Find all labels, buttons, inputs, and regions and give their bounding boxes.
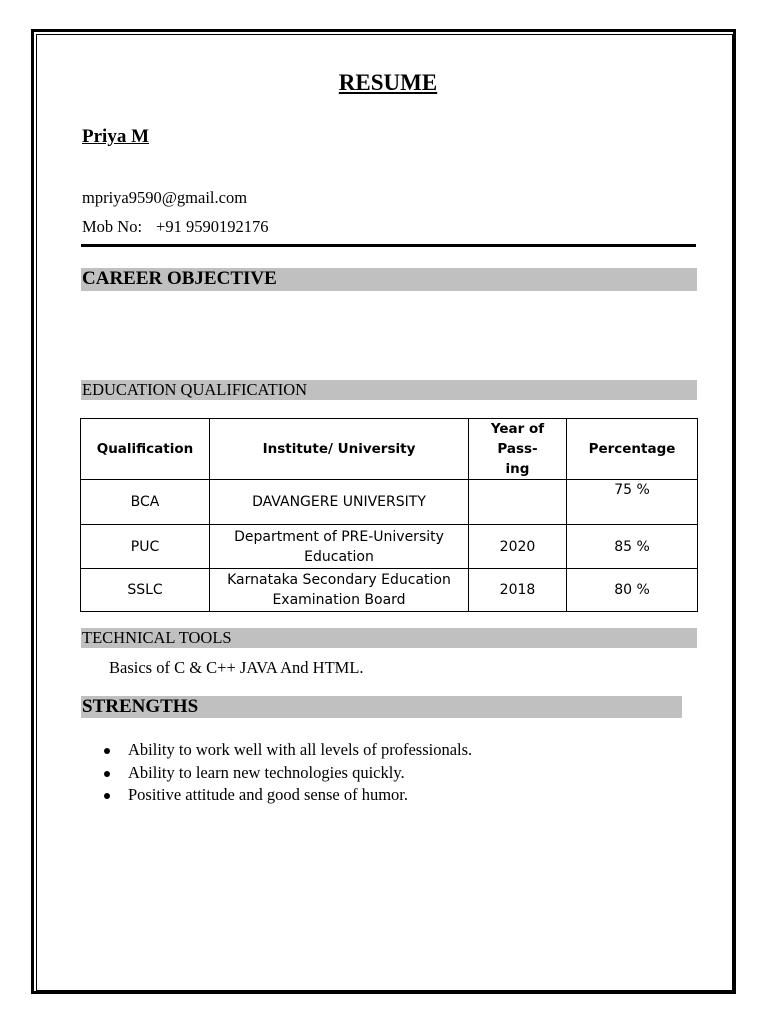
header-institute: Institute/ University	[210, 419, 469, 480]
cell-year	[469, 480, 567, 525]
cell-qualification: SSLC	[81, 569, 210, 612]
bullet-icon	[104, 748, 110, 754]
email-address: mpriya9590@gmail.com	[82, 188, 248, 207]
strength-text: Positive attitude and good sense of humor.	[128, 785, 409, 804]
cell-institute: Department of PRE-University Education	[210, 525, 469, 569]
bullet-icon	[104, 771, 110, 777]
technical-tools-heading: TECHNICAL TOOLS	[82, 628, 232, 647]
header-divider	[81, 244, 696, 247]
career-objective-header	[81, 268, 697, 291]
phone-line	[82, 217, 268, 237]
mobile-number: +91 9590192176	[156, 217, 269, 236]
header-percentage: Percentage	[567, 419, 698, 480]
table-row	[81, 480, 698, 525]
list-item	[100, 785, 472, 808]
cell-year: 2018	[469, 569, 567, 612]
education-heading: EDUCATION QUALIFICATION	[82, 380, 308, 399]
cell-qualification: PUC	[81, 525, 210, 569]
header-qualification: Qualification	[81, 419, 210, 480]
education-header	[81, 380, 697, 400]
cell-institute: DAVANGERE UNIVERSITY	[210, 480, 469, 525]
strength-text: Ability to learn new technologies quickly.	[128, 762, 405, 782]
cell-institute: Karnataka Secondary Education Examination Board	[210, 569, 469, 612]
cell-percentage: 75 %	[567, 480, 698, 525]
education-table	[80, 418, 698, 612]
table-row	[81, 569, 698, 612]
table-row	[81, 525, 698, 569]
mobile-label: Mob No:	[82, 217, 143, 236]
bullet-icon	[104, 793, 110, 799]
strengths-heading: STRENGTHS	[82, 696, 199, 717]
resume-title: RESUME	[338, 70, 438, 95]
technical-tools-header	[81, 628, 697, 648]
cell-year: 2020	[469, 525, 567, 569]
list-item	[100, 740, 472, 763]
career-objective-heading: CAREER OBJECTIVE	[82, 268, 277, 289]
header-year: Year of Pass- ing	[469, 419, 567, 480]
candidate-name: Priya M	[82, 126, 150, 147]
cell-percentage: 80 %	[567, 569, 698, 612]
strength-text: Ability to work well with all levels of professionals.	[128, 740, 473, 759]
list-item	[100, 763, 472, 786]
strengths-list	[100, 740, 472, 808]
table-header-row	[81, 419, 698, 480]
cell-percentage: 85 %	[567, 525, 698, 569]
cell-qualification: BCA	[81, 480, 210, 525]
technical-tools-text: Basics of C & C++ JAVA And HTML.	[109, 658, 364, 677]
strengths-header	[81, 696, 682, 718]
